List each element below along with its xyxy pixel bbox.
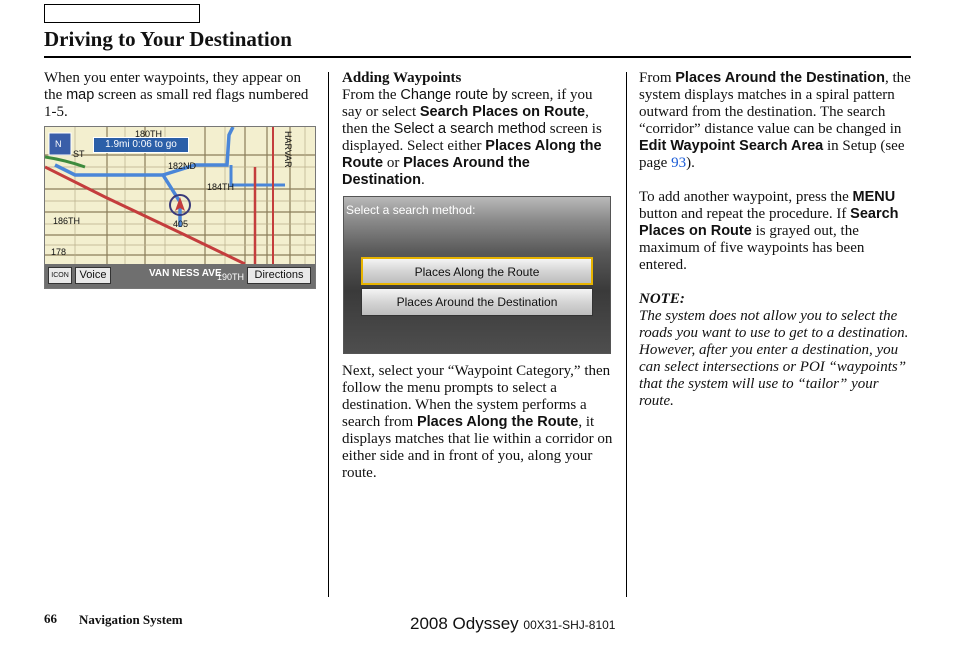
map-freeway-405: 405 xyxy=(173,219,189,229)
current-street-label: VAN NESS AVE xyxy=(149,268,222,279)
column-2 xyxy=(342,70,612,189)
map-street-184th: 184TH xyxy=(207,182,235,192)
note-text: The system does not allow you to select the roads you want to use to get to a destination. However, after you enter a destination, you can select intersections or POI “waypoints” that the system will use to “tailor” your route. xyxy=(639,308,909,409)
route-info-readout: 1.9mi 0:06 to go xyxy=(93,137,189,153)
intro-paragraph: When you enter waypoints, they appear on the map screen as small red flags numbered 1-5. xyxy=(44,70,309,120)
page-number: 66 xyxy=(44,611,57,626)
map-street-178: 178 xyxy=(51,247,67,257)
map-street-harvard: HARVAR xyxy=(283,131,293,168)
adding-waypoints-paragraph: From the Change route by screen, if you say or select Search Places on Route, then the Select a search method screen is displayed. Select either Places Along the Route or Places Around the Destination. xyxy=(342,87,602,188)
directions-button[interactable]: Directions xyxy=(247,267,311,284)
spiral-search-paragraph: From Places Around the Destination, the system displays matches in a spiral pattern outward from the destination. The search “corridor” distance value can be changed in Edit Waypoint Search Area in Setup (see page 93). xyxy=(639,70,911,171)
page-title: Driving to Your Destination xyxy=(44,27,292,51)
voice-button[interactable]: Voice xyxy=(75,267,111,284)
map-street-182nd: 182ND xyxy=(168,161,197,171)
search-method-screen-title: Select a search method: xyxy=(346,203,476,217)
add-waypoint-paragraph: To add another waypoint, press the MENU button and repeat the procedure. If Search Places on Route is grayed out, the maximum of five waypoints has been entered. xyxy=(639,189,899,273)
places-along-route-option[interactable]: Places Along the Route xyxy=(361,257,593,285)
map-street-st: ST xyxy=(73,149,85,159)
column-divider-2 xyxy=(626,72,627,597)
map-street-180th: 180TH xyxy=(135,129,163,139)
footer-section: Navigation System xyxy=(79,612,183,627)
map-icon-button[interactable]: ICON xyxy=(48,267,72,284)
adding-waypoints-heading: Adding Waypoints xyxy=(342,70,462,86)
title-rule xyxy=(44,56,911,58)
column-divider-1 xyxy=(328,72,329,597)
column-2-lower xyxy=(342,363,614,482)
page-93-link[interactable]: 93 xyxy=(671,155,687,171)
footer-code: 00X31-SHJ-8101 xyxy=(523,618,616,632)
waypoint-category-paragraph: Next, select your “Waypoint Category,” then follow the menu prompts to select a destination. When the system performs a search from Places Along the Route, it displays matches that lie within a corridor on either side and in front of you, along your route. xyxy=(342,363,613,481)
map-street-190th: 190TH xyxy=(217,272,245,282)
map-screenshot xyxy=(44,126,316,289)
column-3 xyxy=(639,70,911,410)
svg-text:N: N xyxy=(55,139,62,149)
column-1 xyxy=(44,70,316,121)
map-street-186th: 186TH xyxy=(53,216,81,226)
note-heading: NOTE: xyxy=(639,291,685,307)
header-tab-box xyxy=(44,4,200,23)
places-around-destination-option[interactable]: Places Around the Destination xyxy=(361,288,593,316)
footer-model: 2008 Odyssey 00X31-SHJ-8101 xyxy=(410,614,616,633)
